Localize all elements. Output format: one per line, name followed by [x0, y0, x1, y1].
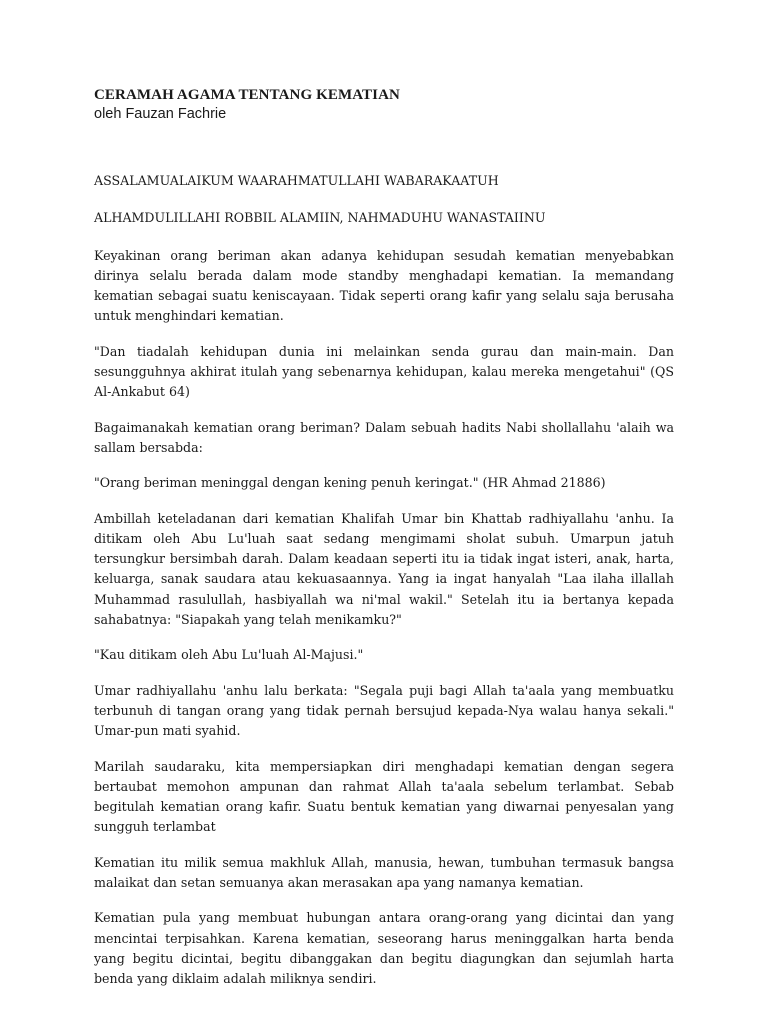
paragraph: Keyakinan orang beriman akan adanya kehidupan sesudah kematian menyebabkan dirinya selalu berada dalam mode standby menghadapi kematian. Ia memandang kematian sebagai suatu keniscayaan. Tidak seperti orang kafir yang selalu saja berusaha untuk menghindari kematian.	[94, 247, 674, 324]
greeting-salam: ASSALAMUALAIKUM WAARAHMATULLAHI WABARAKAATUH	[94, 173, 499, 188]
paragraph: Bagaimanakah kematian orang beriman? Dalam sebuah hadits Nabi shollallahu 'alaih wa sallam bersabda:	[94, 419, 674, 455]
paragraph: Kematian pula yang membuat hubungan antara orang-orang yang dicintai dan yang mencintai terpisahkan. Karena kematian, seseorang harus meninggalkan harta benda yang begitu dicintai, begitu dibanggakan dan begitu diagungkan dan sejumlah harta benda yang diklaim adalah miliknya sendiri.	[94, 910, 674, 987]
document-author: oleh Fauzan Fachrie	[94, 106, 227, 122]
quote-paragraph: "Kau ditikam oleh Abu Lu'luah Al-Majusi."	[94, 647, 364, 663]
paragraph: Kematian itu milik semua makhluk Allah, manusia, hewan, tumbuhan termasuk bangsa malaikat dan setan semuanya akan merasakan apa yang namanya kematian.	[94, 854, 674, 891]
document-title: CERAMAH AGAMA TENTANG KEMATIAN	[94, 87, 400, 103]
document-page	[94, 86, 674, 1005]
quote-paragraph: "Dan tiadalah kehidupan dunia ini melainkan senda gurau dan main-main. Dan sesungguhnya akhirat itulah yang sebenarnya kehidupan, kalau mereka mengetahui" (QS Al-Ankabut 64)	[94, 343, 674, 400]
paragraph: Ambillah keteladanan dari kematian Khalifah Umar bin Khattab radhiyallahu 'anhu. Ia ditikam oleh Abu Lu'luah saat sedang mengimami sholat subuh. Umarpun jatuh tersungkur bersimbah darah. Dalam keadaan seperti itu ia tidak ingat isteri, anak, harta, keluarga, sanak saudara atau kekuasaannya. Yang ia ingat hanyalah "Laa ilaha illallah Muhammad rasulullah, hasbiyallah wa ni'mal wakil." Setelah itu ia bertanya kepada sahabatnya: "Siapakah yang telah menikamku?"	[94, 510, 674, 628]
quote-paragraph: "Orang beriman meninggal dengan kening penuh keringat." (HR Ahmad 21886)	[94, 475, 606, 491]
greeting-hamdalah: ALHAMDULILLAHI ROBBIL ALAMIIN, NAHMADUHU WANASTAIINU	[94, 210, 546, 226]
paragraph: Umar radhiyallahu 'anhu lalu berkata: "Segala puji bagi Allah ta'aala yang membuatku terbunuh di tangan orang yang tidak pernah bersujud kepada-Nya walau hanya sekali." Umar-pun mati syahid.	[94, 682, 674, 739]
paragraph: Marilah saudaraku, kita mempersiapkan diri menghadapi kematian dengan segera bertaubat memohon ampunan dan rahmat Allah ta'aala sebelum terlambat. Sebab begitulah kematian orang kafir. Suatu bentuk kematian yang diwarnai penyesalan yang sungguh terlambat	[94, 758, 674, 835]
